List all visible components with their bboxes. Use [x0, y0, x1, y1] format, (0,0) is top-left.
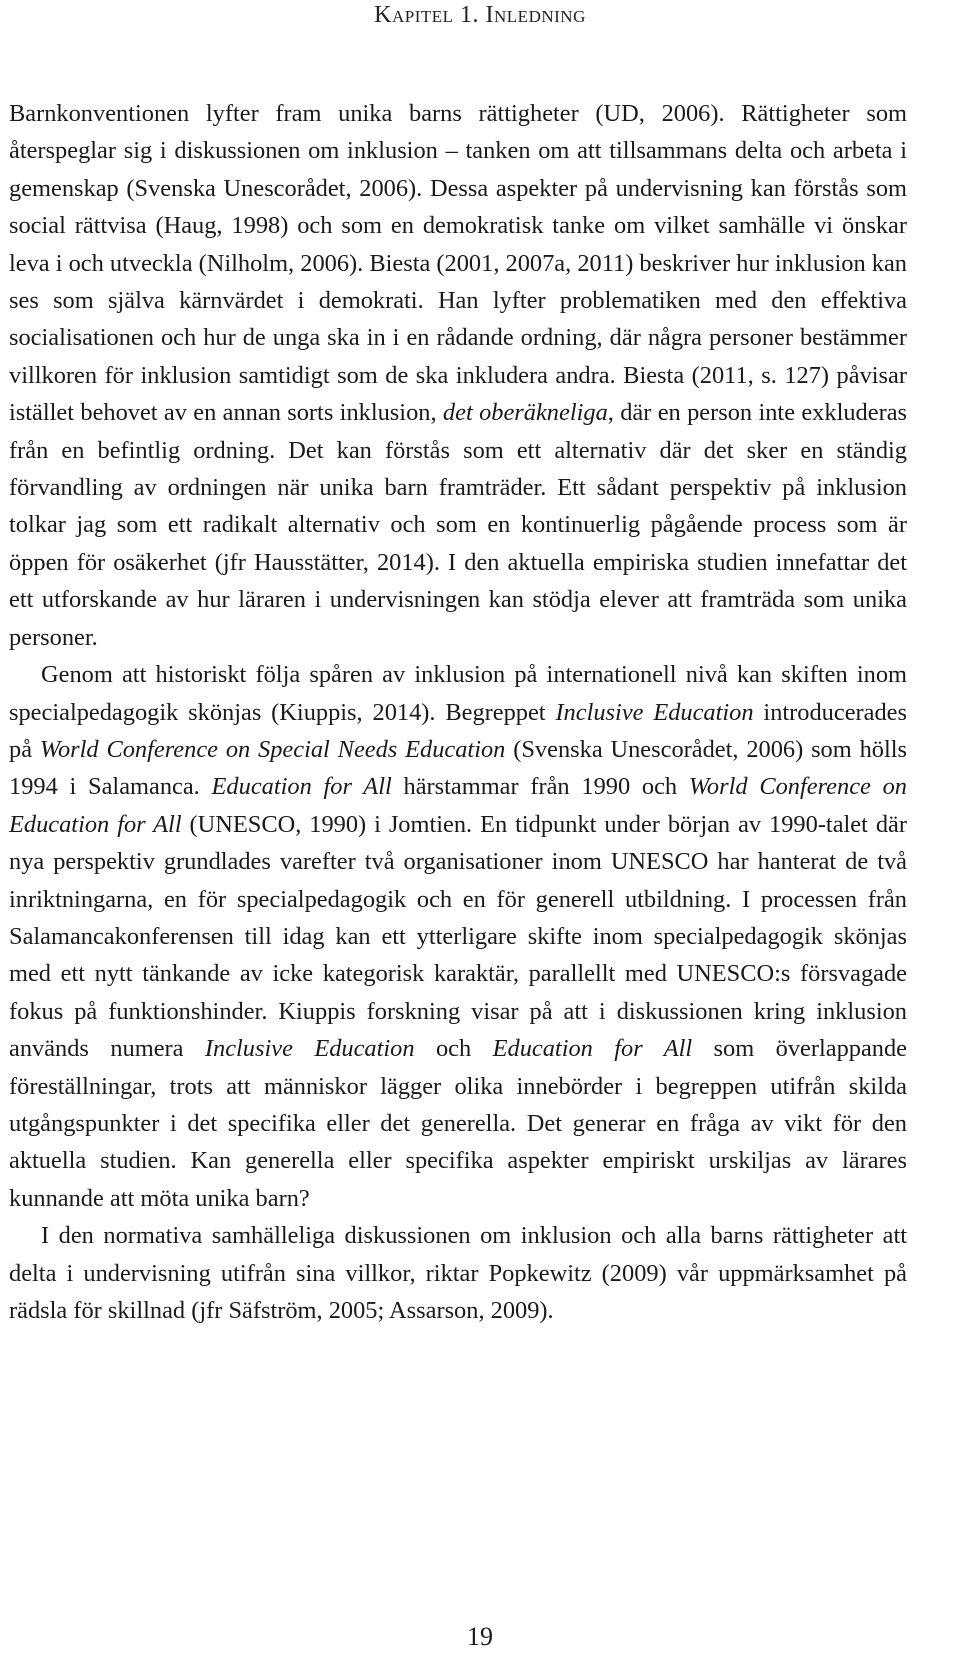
running-head — [0, 2, 960, 29]
italic-term: Inclusive Education — [204, 1035, 415, 1063]
text-run: (Svenska Unescorådet, 2006) som hölls 1994 i Salamanca. — [9, 735, 907, 801]
text-run: och — [414, 1035, 493, 1063]
text-run: Barnkonventionen lyfter fram unika barns rättigheter (UD, 2006). Rättigheter som återspeglar sig i diskussionen om inklusion – tanken om att tillsammans delta och arbeta i gemenskap (Svenska Unescorådet, 2006). Dessa aspekter på undervisning kan förstås som social rättvisa (Haug, 1998) och som en demokratisk tanke om vilket samhälle vi önskar leva i och utveckla (Nilholm, 2006). Biesta (2001, 2007a, 2011) beskriver hur inklusion kan ses som själva kärnvärdet i demokrati. Han lyfter problematiken med den effektiva socialisationen och hur de unga ska in i en rådande ordning, där några personer bestämmer villkoren för inklusion samtidigt som de ska inkludera andra. Biesta (2011, s. 127) påvisar istället behovet av en annan sorts inklusion, — [9, 100, 907, 427]
italic-term: Education for All — [492, 1035, 693, 1063]
italic-term: Education for All — [211, 773, 392, 801]
text-run: (UNESCO, 1990) i Jomtien. En tidpunkt under början av 1990-talet där nya perspektiv grundlades varefter två organisationer inom UNESCO har hanterat de två inriktningarna, en för specialpedagogik och en för generell utbildning. I processen från Salamancakonferensen till idag kan ett ytterligare skifte inom specialpedagogik skönjas med ett nytt tänkande av icke kategorisk karaktär, parallellt med UNESCO:s försvagade fokus på funktionshinder. Kiuppis forskning visar på att i diskussionen kring inklusion används numera — [9, 810, 907, 1063]
text-run: Genom att historiskt följa spåren av inklusion på internationell nivå kan skiften inom specialpedagogik skönjas (Kiuppis, 2014). Begreppet — [9, 661, 907, 726]
text-run: härstammar från 1990 och — [391, 773, 689, 801]
text-run: , där en person inte exkluderas från en befintlig ordning. Det kan förstås som ett alternativ där det sker en ständig förvandling av ordningen när unika barn framträder. Ett sådant perspektiv på inklusion tolkar jag som ett radikalt alternativ och som en kontinuerlig pågående process som är öppen för osäkerhet (jfr Hausstätter, 2014). I den aktuella empiriska studien innefattar det ett utforskande av hur läraren i undervisningen kan stödja elever att framträda som unika personer. — [9, 399, 908, 651]
running-head-text: Kapitel 1. Inledning — [374, 2, 586, 28]
paragraph-1 — [9, 95, 907, 656]
paragraph-3 — [9, 1217, 907, 1329]
italic-term: World Conference on Education for All — [9, 773, 907, 838]
body-text — [9, 95, 907, 1329]
page-number: 19 — [467, 1622, 493, 1651]
italic-term: Inclusive Education — [555, 698, 754, 726]
italic-term: det oberäkneliga — [442, 399, 608, 427]
text-run: som överlappande föreställningar, trots att människor lägger olika innebörder i begreppen utifrån skilda utgångspunkter i det specifika eller det generella. Det generar en fråga av vikt för den aktuella studien. Kan generella eller specifika aspekter empiriskt urskiljas av lärares kunnande att möta unika barn? — [9, 1035, 907, 1212]
paragraph-2 — [9, 656, 907, 1217]
italic-term: World Conference on Special Needs Education — [39, 735, 506, 763]
text-run: introducerades på — [9, 698, 907, 763]
text-run: I den normativa samhälleliga diskussionen om inklusion och alla barns rättigheter att delta i undervisning utifrån sina villkor, riktar Popkewitz (2009) vår uppmärksamhet på rädsla för skillnad (jfr Säfström, 2005; Assarson, 2009). — [9, 1222, 907, 1324]
